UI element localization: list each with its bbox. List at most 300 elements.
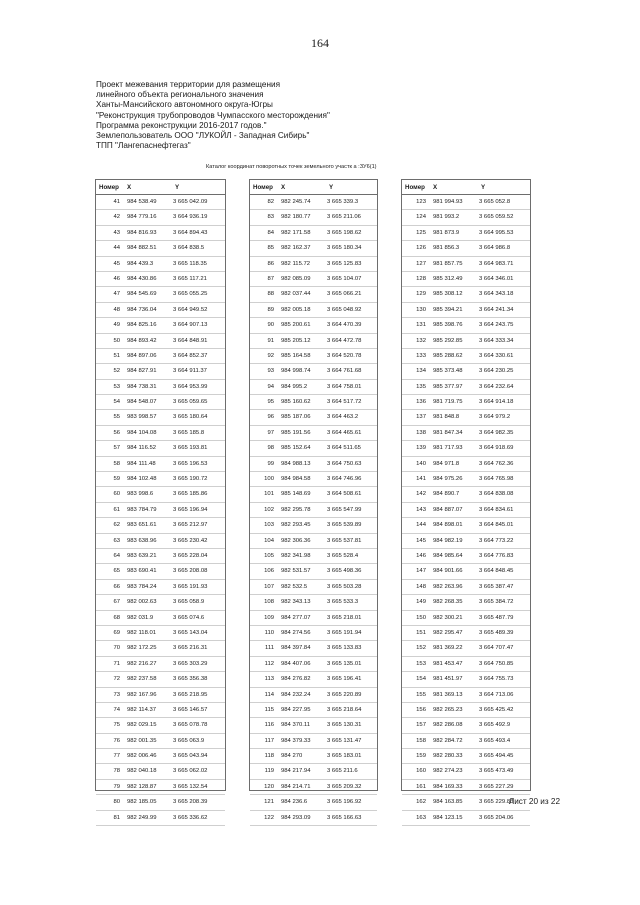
y-coordinate: 3 664 755.73 [479, 676, 514, 683]
y-coordinate: 3 665 166.63 [327, 814, 362, 821]
point-number: 106 [264, 568, 274, 575]
table-header-row [96, 180, 225, 195]
table-row [96, 364, 225, 379]
point-number: 85 [267, 245, 274, 252]
y-coordinate: 3 665 528.4 [327, 552, 359, 559]
x-coordinate: 981 717.93 [433, 445, 463, 452]
x-coordinate: 982 001.35 [127, 737, 157, 744]
point-number: 49 [113, 322, 120, 329]
y-coordinate: 3 665 196.53 [173, 460, 208, 467]
point-number: 157 [416, 722, 426, 729]
y-coordinate: 3 665 489.39 [479, 629, 514, 636]
table-row [96, 518, 225, 533]
x-coordinate: 982 306.36 [281, 537, 311, 544]
y-coordinate: 3 664 343.18 [479, 291, 514, 298]
x-coordinate: 982 006.46 [127, 753, 157, 760]
x-coordinate: 984 407.06 [281, 660, 311, 667]
table-row [402, 503, 530, 518]
y-coordinate: 3 665 185.86 [173, 491, 208, 498]
y-coordinate: 3 665 052.8 [479, 199, 511, 205]
y-coordinate: 3 665 492.9 [479, 722, 511, 729]
x-coordinate: 985 308.12 [433, 291, 463, 298]
y-coordinate: 3 665 143.04 [173, 629, 208, 636]
x-coordinate: 982 284.72 [433, 737, 463, 744]
x-coordinate: 981 857.75 [433, 260, 463, 267]
point-number: 123 [416, 199, 426, 205]
table-row [402, 811, 530, 826]
table-row [250, 688, 377, 703]
x-coordinate: 982 532.5 [281, 583, 308, 590]
table-row [96, 426, 225, 441]
x-coordinate: 982 268.35 [433, 599, 463, 606]
y-coordinate: 3 665 135.01 [327, 660, 362, 667]
x-coordinate: 984 893.42 [127, 337, 157, 344]
table-row [96, 641, 225, 656]
y-coordinate: 3 665 230.42 [173, 537, 208, 544]
y-coordinate: 3 665 196.92 [327, 799, 362, 806]
x-coordinate: 984 102.48 [127, 476, 157, 483]
table-row [250, 518, 377, 533]
table-row [250, 272, 377, 287]
x-coordinate: 982 115.72 [281, 260, 311, 267]
y-coordinate: 3 665 062.02 [173, 768, 208, 775]
table-row [250, 795, 377, 810]
y-coordinate: 3 664 773.22 [479, 537, 514, 544]
table-row [402, 241, 530, 256]
x-coordinate: 984 104.08 [127, 429, 157, 436]
table-row [96, 595, 225, 610]
x-coordinate: 982 295.47 [433, 629, 463, 636]
point-number: 93 [267, 368, 274, 375]
y-coordinate: 3 664 508.61 [327, 491, 362, 498]
x-coordinate: 984 988.13 [281, 460, 311, 467]
point-number: 144 [416, 522, 426, 529]
table-row [250, 303, 377, 318]
point-number: 133 [416, 352, 426, 359]
point-number: 100 [264, 476, 274, 483]
x-coordinate: 983 784.79 [127, 506, 157, 513]
x-coordinate: 984 274.56 [281, 629, 311, 636]
point-number: 108 [264, 599, 274, 606]
point-number: 118 [264, 753, 274, 760]
header-line: "Реконструкция трубопроводов Чумпасского месторождения" [96, 110, 330, 120]
y-coordinate: 3 665 384.72 [479, 599, 514, 606]
table-row [402, 487, 530, 502]
y-coordinate: 3 664 517.72 [327, 399, 362, 406]
table-row [250, 580, 377, 595]
table-row [402, 734, 530, 749]
table-row [96, 257, 225, 272]
column-header-num: Номер [405, 184, 425, 191]
coordinates-table-1 [95, 179, 226, 821]
header-line: ТПП "Лангепаснефтегаз" [96, 141, 191, 151]
x-coordinate: 981 453.47 [433, 660, 463, 667]
point-number: 60 [113, 491, 120, 498]
y-coordinate: 3 664 746.96 [327, 476, 362, 483]
y-coordinate: 3 665 063.9 [173, 737, 205, 744]
point-number: 142 [416, 491, 426, 498]
y-coordinate: 3 665 059.52 [479, 214, 514, 221]
y-coordinate: 3 665 208.08 [173, 568, 208, 575]
y-coordinate: 3 665 130.31 [327, 722, 362, 729]
column-header-x: X [281, 184, 286, 191]
x-coordinate: 984 898.01 [433, 522, 463, 529]
table-row [96, 472, 225, 487]
table-row [250, 780, 377, 795]
point-number: 98 [267, 445, 274, 452]
page-number: 164 [311, 36, 329, 50]
x-coordinate: 984 123.15 [433, 814, 463, 821]
table-row [96, 564, 225, 579]
point-number: 78 [113, 768, 120, 775]
point-number: 105 [264, 552, 274, 559]
y-coordinate: 3 665 190.72 [173, 476, 208, 483]
table-row [250, 426, 377, 441]
y-coordinate: 3 664 995.53 [479, 229, 514, 236]
point-number: 94 [267, 383, 274, 390]
table-row [96, 764, 225, 779]
x-coordinate: 984 227.95 [281, 706, 311, 713]
y-coordinate: 3 664 953.99 [173, 383, 208, 390]
point-number: 86 [267, 260, 274, 267]
x-coordinate: 982 249.99 [127, 814, 157, 821]
point-number: 147 [416, 568, 426, 575]
y-coordinate: 3 664 472.78 [327, 337, 362, 344]
x-coordinate: 984 169.33 [433, 783, 463, 790]
y-coordinate: 3 664 765.98 [479, 476, 514, 483]
point-number: 154 [416, 676, 426, 683]
table-row [402, 257, 530, 272]
table-row [402, 780, 530, 795]
point-number: 79 [113, 783, 120, 790]
y-coordinate: 3 664 838.08 [479, 491, 514, 498]
y-coordinate: 3 664 834.61 [479, 506, 514, 513]
y-coordinate: 3 664 750.63 [327, 460, 362, 467]
table-row [96, 749, 225, 764]
y-coordinate: 3 664 911.37 [173, 368, 207, 375]
x-coordinate: 982 300.21 [433, 614, 463, 621]
y-coordinate: 3 665 218.95 [173, 691, 208, 698]
point-number: 113 [264, 676, 274, 683]
table-row [96, 241, 225, 256]
point-number: 158 [416, 737, 426, 744]
point-number: 125 [416, 229, 426, 236]
table-row [402, 703, 530, 718]
point-number: 102 [264, 506, 274, 513]
y-coordinate: 3 665 183.01 [327, 753, 362, 760]
x-coordinate: 984 882.51 [127, 245, 157, 252]
point-number: 129 [416, 291, 426, 298]
point-number: 82 [267, 199, 274, 205]
table-row [96, 734, 225, 749]
table-row [402, 457, 530, 472]
point-number: 124 [416, 214, 426, 221]
table-row [402, 318, 530, 333]
point-number: 131 [416, 322, 426, 329]
y-coordinate: 3 665 211.06 [327, 214, 361, 221]
table-row [250, 241, 377, 256]
y-coordinate: 3 665 117.21 [173, 275, 207, 282]
x-coordinate: 982 293.45 [281, 522, 311, 529]
table-row [250, 503, 377, 518]
point-number: 74 [113, 706, 120, 713]
y-coordinate: 3 664 241.34 [479, 306, 514, 313]
point-number: 126 [416, 245, 426, 252]
table-row [96, 534, 225, 549]
point-number: 148 [416, 583, 426, 590]
point-number: 41 [113, 199, 120, 205]
point-number: 66 [113, 583, 120, 590]
y-coordinate: 3 665 042.09 [173, 199, 208, 205]
y-coordinate: 3 665 043.94 [173, 753, 208, 760]
point-number: 42 [113, 214, 120, 221]
y-coordinate: 3 664 230.25 [479, 368, 514, 375]
table-row [402, 764, 530, 779]
y-coordinate: 3 665 066.21 [327, 291, 362, 298]
table-row [402, 626, 530, 641]
point-number: 54 [113, 399, 120, 406]
header-line: Ханты-Мансийского автономного округа-Югры [96, 100, 273, 110]
point-number: 95 [267, 399, 274, 406]
table-row [250, 349, 377, 364]
x-coordinate: 983 998.57 [127, 414, 157, 421]
x-coordinate: 981 848.8 [433, 414, 460, 421]
point-number: 58 [113, 460, 120, 467]
x-coordinate: 985 205.12 [281, 337, 311, 344]
x-coordinate: 981 369.13 [433, 691, 463, 698]
y-coordinate: 3 664 707.47 [479, 645, 514, 652]
x-coordinate: 982 280.33 [433, 753, 463, 760]
y-coordinate: 3 665 131.47 [327, 737, 362, 744]
y-coordinate: 3 665 539.89 [327, 522, 362, 529]
column-header-x: X [127, 184, 132, 191]
x-coordinate: 981 369.22 [433, 645, 463, 652]
table-row [250, 457, 377, 472]
table-row [402, 364, 530, 379]
y-coordinate: 3 665 211.6 [327, 768, 358, 775]
table-row [96, 441, 225, 456]
y-coordinate: 3 665 228.04 [173, 552, 208, 559]
y-coordinate: 3 664 852.37 [173, 352, 208, 359]
point-number: 116 [264, 722, 274, 729]
y-coordinate: 3 665 216.31 [173, 645, 208, 652]
point-number: 163 [416, 814, 426, 821]
y-coordinate: 3 665 133.83 [327, 645, 362, 652]
x-coordinate: 982 128.87 [127, 783, 157, 790]
x-coordinate: 985 312.49 [433, 275, 463, 282]
x-coordinate: 984 901.66 [433, 568, 463, 575]
point-number: 77 [113, 753, 120, 760]
x-coordinate: 982 162.37 [281, 245, 311, 252]
table-row [96, 580, 225, 595]
point-number: 149 [416, 599, 426, 606]
table-row [96, 503, 225, 518]
x-coordinate: 984 397.84 [281, 645, 311, 652]
point-number: 122 [264, 814, 274, 821]
point-number: 70 [113, 645, 120, 652]
sheet-footer: Лист 20 из 22 [508, 797, 560, 806]
point-number: 139 [416, 445, 426, 452]
table-row [402, 426, 530, 441]
y-coordinate: 3 664 776.83 [479, 552, 514, 559]
table-row [402, 580, 530, 595]
table-row [96, 657, 225, 672]
table-row [402, 287, 530, 302]
y-coordinate: 3 665 425.42 [479, 706, 514, 713]
header-line: Проект межевания территории для размещения [96, 80, 280, 89]
y-coordinate: 3 664 848.45 [479, 568, 514, 575]
y-coordinate: 3 665 059.65 [173, 399, 208, 406]
table-row [402, 611, 530, 626]
point-number: 97 [267, 429, 274, 436]
table-row [402, 688, 530, 703]
y-coordinate: 3 665 537.81 [327, 537, 362, 544]
point-number: 140 [416, 460, 426, 467]
column-header-y: Y [481, 184, 486, 191]
table-row [96, 272, 225, 287]
table-row [250, 672, 377, 687]
table-row [402, 749, 530, 764]
x-coordinate: 983 638.96 [127, 537, 157, 544]
header-line: линейного объекта регионального значения [96, 90, 264, 100]
table-row [402, 334, 530, 349]
point-number: 46 [113, 275, 120, 282]
table-row [402, 210, 530, 225]
x-coordinate: 981 719.75 [433, 399, 463, 406]
table-row [250, 334, 377, 349]
x-coordinate: 984 270 [281, 753, 303, 760]
document-header [96, 80, 330, 151]
y-coordinate: 3 665 533.3 [327, 599, 359, 606]
y-coordinate: 3 665 198.62 [327, 229, 362, 236]
x-coordinate: 982 005.18 [281, 306, 311, 313]
table-row [402, 395, 530, 410]
point-number: 81 [113, 814, 120, 821]
y-coordinate: 3 664 986.8 [479, 245, 511, 252]
column-header-num: Номер [253, 184, 273, 191]
table-row [250, 749, 377, 764]
point-number: 91 [267, 337, 274, 344]
y-coordinate: 3 665 180.34 [327, 245, 362, 252]
x-coordinate: 984 897.06 [127, 352, 157, 359]
point-number: 63 [113, 537, 120, 544]
point-number: 138 [416, 429, 426, 436]
table-row [96, 195, 225, 210]
x-coordinate: 981 993.2 [433, 214, 460, 221]
point-number: 62 [113, 522, 120, 529]
y-coordinate: 3 665 191.94 [327, 629, 362, 636]
point-number: 84 [267, 229, 274, 236]
x-coordinate: 985 373.48 [433, 368, 463, 375]
table-row [250, 472, 377, 487]
point-number: 53 [113, 383, 120, 390]
point-number: 57 [113, 445, 120, 452]
table-row [402, 226, 530, 241]
y-coordinate: 3 664 511.65 [327, 445, 361, 452]
y-coordinate: 3 665 104.07 [327, 275, 362, 282]
table-row [250, 364, 377, 379]
table-row [250, 703, 377, 718]
x-coordinate: 984 736.04 [127, 306, 157, 313]
x-coordinate: 985 288.62 [433, 352, 463, 359]
y-coordinate: 3 664 936.19 [173, 214, 208, 221]
y-coordinate: 3 665 547.99 [327, 506, 362, 513]
point-number: 87 [267, 275, 274, 282]
point-number: 90 [267, 322, 274, 329]
y-coordinate: 3 664 758.01 [327, 383, 362, 390]
point-number: 47 [113, 291, 120, 298]
y-coordinate: 3 665 229.83 [479, 799, 514, 806]
point-number: 45 [113, 260, 120, 267]
table-row [96, 457, 225, 472]
y-coordinate: 3 665 473.49 [479, 768, 514, 775]
y-coordinate: 3 664 894.43 [173, 229, 208, 236]
x-coordinate: 984 890.7 [433, 491, 460, 498]
x-coordinate: 984 236.6 [281, 799, 308, 806]
x-coordinate: 984 779.16 [127, 214, 157, 221]
table-row [402, 195, 530, 210]
y-coordinate: 3 665 078.78 [173, 722, 208, 729]
y-coordinate: 3 664 914.18 [479, 399, 514, 406]
point-number: 88 [267, 291, 274, 298]
x-coordinate: 984 995.2 [281, 383, 308, 390]
table-row [96, 410, 225, 425]
x-coordinate: 984 545.69 [127, 291, 157, 298]
point-number: 151 [416, 629, 426, 636]
y-coordinate: 3 665 387.47 [479, 583, 514, 590]
point-number: 120 [264, 783, 274, 790]
table-row [402, 641, 530, 656]
y-coordinate: 3 665 074.6 [173, 614, 205, 621]
y-coordinate: 3 665 058.9 [173, 599, 205, 606]
x-coordinate: 982 171.58 [281, 229, 311, 236]
x-coordinate: 984 887.07 [433, 506, 463, 513]
table-header-row [250, 180, 377, 195]
y-coordinate: 3 665 356.38 [173, 676, 208, 683]
point-number: 43 [113, 229, 120, 236]
table-row [402, 472, 530, 487]
table-row [402, 518, 530, 533]
x-coordinate: 984 827.91 [127, 368, 157, 375]
table-row [402, 549, 530, 564]
point-number: 73 [113, 691, 120, 698]
y-coordinate: 3 665 220.89 [327, 691, 362, 698]
x-coordinate: 985 191.56 [281, 429, 311, 436]
table-row [96, 611, 225, 626]
table-row [96, 226, 225, 241]
y-coordinate: 3 665 503.28 [327, 583, 362, 590]
x-coordinate: 982 085.09 [281, 275, 311, 282]
x-coordinate: 984 217.94 [281, 768, 311, 775]
table-row [250, 734, 377, 749]
table-row [96, 811, 225, 826]
table-row [96, 395, 225, 410]
x-coordinate: 984 379.33 [281, 737, 311, 744]
y-coordinate: 3 664 918.69 [479, 445, 514, 452]
x-coordinate: 982 040.18 [127, 768, 157, 775]
point-number: 117 [264, 737, 274, 744]
x-coordinate: 984 116.52 [127, 445, 157, 452]
point-number: 160 [416, 768, 426, 775]
point-number: 51 [113, 352, 120, 359]
y-coordinate: 3 664 848.91 [173, 337, 208, 344]
x-coordinate: 984 998.74 [281, 368, 311, 375]
y-coordinate: 3 664 520.78 [327, 352, 362, 359]
point-number: 121 [264, 799, 274, 806]
point-number: 89 [267, 306, 274, 313]
point-number: 153 [416, 660, 426, 667]
column-header-y: Y [175, 184, 180, 191]
